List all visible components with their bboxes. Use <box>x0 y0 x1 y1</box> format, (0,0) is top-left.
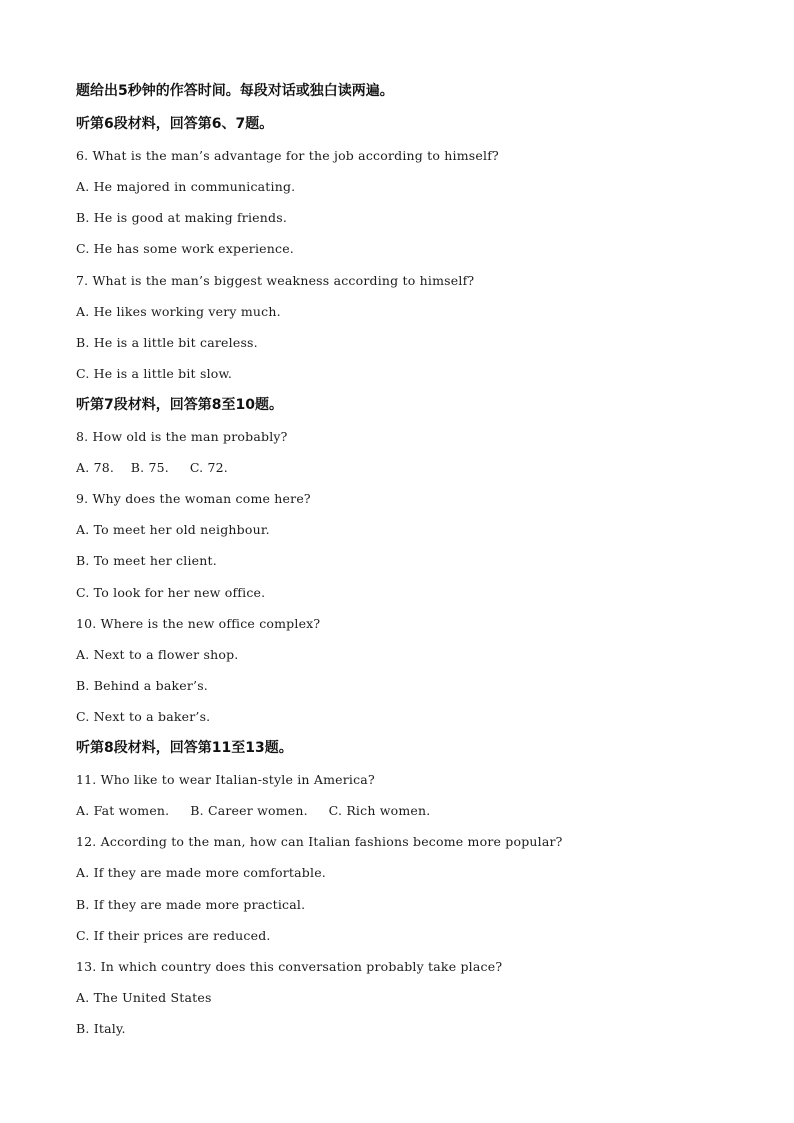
option-10c: C. Next to a baker’s. <box>76 709 211 724</box>
option-9a: A. To meet her old neighbour. <box>76 522 270 537</box>
option-13a: A. The United States <box>76 990 212 1005</box>
option-10b: B. Behind a baker’s. <box>76 678 208 693</box>
option-7b: B. He is a little bit careless. <box>76 335 258 350</box>
option-9c: C. To look for her new office. <box>76 585 266 600</box>
question-13: 13. In which country does this conversation probably take place? <box>76 959 503 974</box>
option-6c: C. He has some work experience. <box>76 241 294 256</box>
option-12a: A. If they are made more comfortable. <box>76 865 326 880</box>
option-12c: C. If their prices are reduced. <box>76 928 271 943</box>
options-11: A. Fat women. B. Career women. C. Rich women. <box>76 803 431 818</box>
question-9: 9. Why does the woman come here? <box>76 491 311 506</box>
section-heading: 听第7段材料，回答第8至10题。 <box>76 397 283 413</box>
section-heading: 听第8段材料，回答第11至13题。 <box>76 740 293 756</box>
option-12b: B. If they are made more practical. <box>76 897 306 912</box>
question-12: 12. According to the man, how can Italian fashions become more popular? <box>76 834 563 849</box>
question-11: 11. Who like to wear Italian-style in America? <box>76 772 375 787</box>
question-7: 7. What is the man’s biggest weakness according to himself? <box>76 273 475 288</box>
question-6: 6. What is the man’s advantage for the job according to himself? <box>76 148 499 163</box>
option-13b: B. Italy. <box>76 1021 126 1036</box>
option-7a: A. He likes working very much. <box>76 304 281 319</box>
section-heading: 听第6段材料，回答第6、7题。 <box>76 116 274 132</box>
options-8: A. 78. B. 75. C. 72. <box>76 460 228 475</box>
option-9b: B. To meet her client. <box>76 553 217 568</box>
question-10: 10. Where is the new office complex? <box>76 616 321 631</box>
intro-instruction: 题给出5秒钟的作答时间。每段对话或独白读两遍。 <box>76 83 394 99</box>
question-8: 8. How old is the man probably? <box>76 429 288 444</box>
option-10a: A. Next to a flower shop. <box>76 647 239 662</box>
option-6b: B. He is good at making friends. <box>76 210 288 225</box>
option-6a: A. He majored in communicating. <box>76 179 296 194</box>
option-7c: C. He is a little bit slow. <box>76 366 233 381</box>
